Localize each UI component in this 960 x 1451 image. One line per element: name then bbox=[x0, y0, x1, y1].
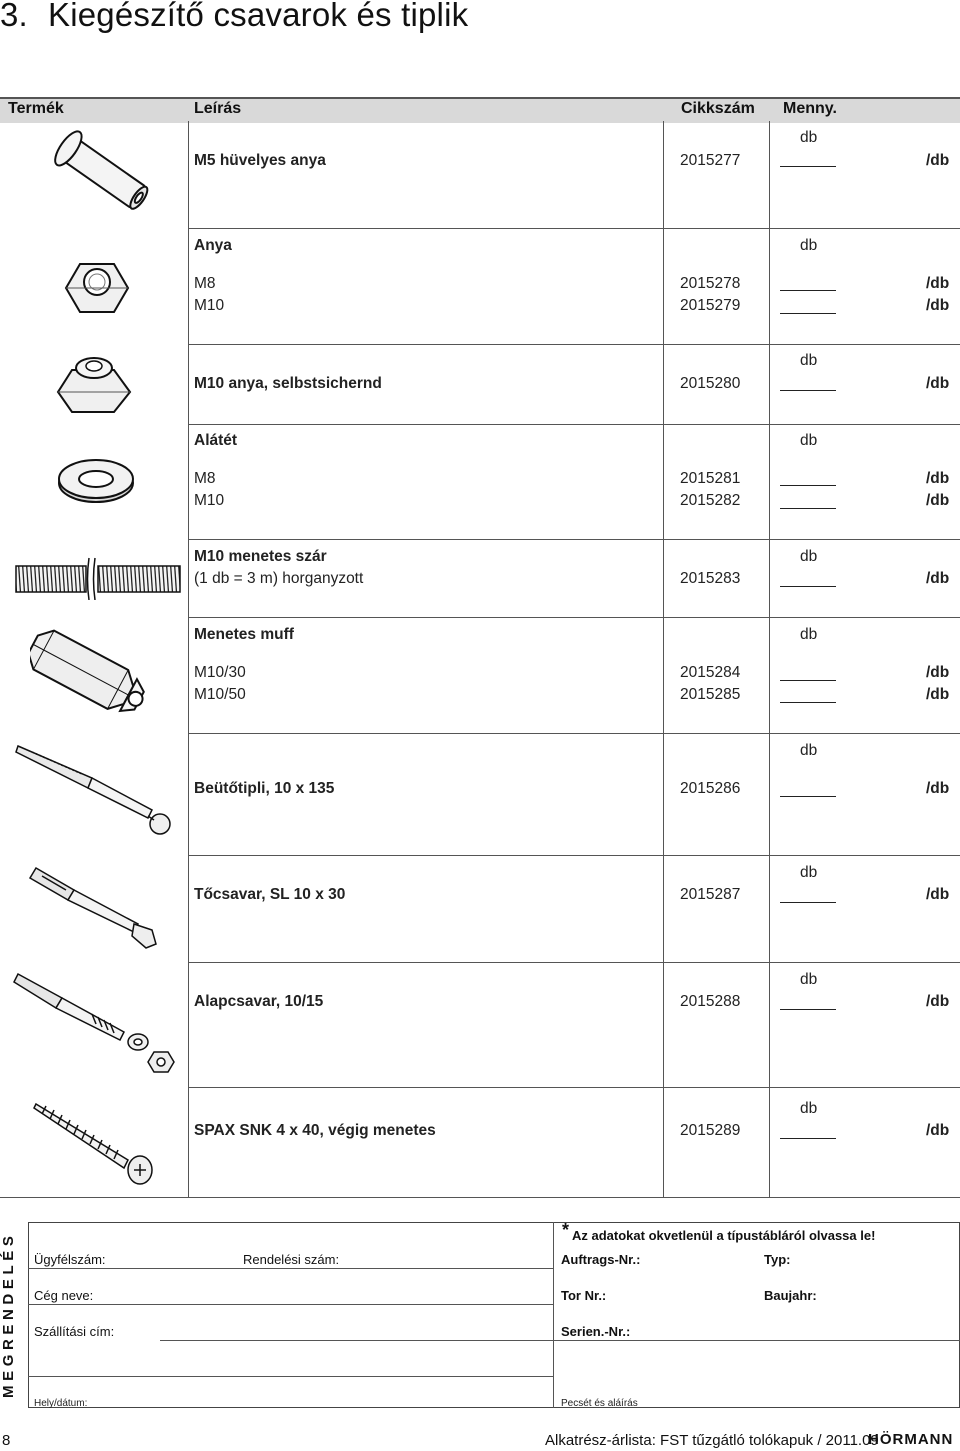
per-db-label: /db bbox=[926, 275, 950, 292]
row-divider bbox=[188, 733, 960, 734]
header-description: Leírás bbox=[194, 100, 242, 117]
db-label: db bbox=[800, 129, 818, 146]
quantity-field[interactable] bbox=[780, 1009, 836, 1010]
per-db-label: /db bbox=[926, 993, 950, 1010]
variant-label: M10/30 bbox=[194, 664, 246, 681]
section-title: Kiegészítő csavarok és tiplik bbox=[48, 0, 469, 33]
coupling-nut-icon bbox=[30, 625, 160, 730]
row-divider bbox=[188, 344, 960, 345]
order-form-line bbox=[28, 1304, 553, 1305]
per-db-label: /db bbox=[926, 570, 950, 587]
hammer-plug-icon bbox=[12, 738, 182, 853]
serien-nr-field[interactable]: Serien.-Nr.: bbox=[561, 1324, 631, 1339]
article-number: 2015285 bbox=[680, 686, 741, 703]
quantity-field[interactable] bbox=[780, 313, 836, 314]
quantity-field[interactable] bbox=[780, 680, 836, 681]
row-divider bbox=[188, 424, 960, 425]
nameplate-note: Az adatokat okvetlenül a típustábláról olvassa le! bbox=[572, 1228, 876, 1243]
variant-label: M10/50 bbox=[194, 686, 246, 703]
per-db-label: /db bbox=[926, 297, 950, 314]
lock-nut-icon bbox=[54, 350, 134, 421]
hex-nut-icon bbox=[62, 258, 132, 323]
customer-number-field[interactable]: Ügyfélszám: bbox=[34, 1252, 106, 1267]
typ-field[interactable]: Typ: bbox=[764, 1252, 791, 1267]
article-number: 2015277 bbox=[680, 152, 741, 169]
db-label: db bbox=[800, 352, 818, 369]
per-db-label: /db bbox=[926, 152, 950, 169]
order-form-side-label: MEGRENDELÉS bbox=[0, 1231, 17, 1399]
product-title: Tőcsavar, SL 10 x 30 bbox=[194, 886, 346, 903]
article-number: 2015286 bbox=[680, 780, 741, 797]
product-title: Menetes muff bbox=[194, 626, 294, 643]
tor-nr-field[interactable]: Tor Nr.: bbox=[561, 1288, 607, 1303]
page-number: 8 bbox=[2, 1432, 11, 1449]
product-subtitle: (1 db = 3 m) horganyzott bbox=[194, 570, 364, 587]
per-db-label: /db bbox=[926, 664, 950, 681]
product-title: SPAX SNK 4 x 40, végig menetes bbox=[194, 1122, 436, 1139]
sleeve-nut-icon bbox=[40, 128, 160, 223]
column-divider-description bbox=[663, 121, 664, 1198]
auftrags-nr-field[interactable]: Auftrags-Nr.: bbox=[561, 1252, 641, 1267]
db-label: db bbox=[800, 1100, 818, 1117]
column-divider-article bbox=[769, 121, 770, 1198]
quantity-field[interactable] bbox=[780, 796, 836, 797]
document-title: Alkatrész-árlista: FST tűzgátló tolókapuk / 2011.09 bbox=[545, 1432, 879, 1449]
variant-label: M10 bbox=[194, 297, 225, 314]
column-divider-product bbox=[188, 121, 189, 1198]
product-title: Beütőtipli, 10 x 135 bbox=[194, 780, 335, 797]
header-article: Cikkszám bbox=[681, 100, 755, 117]
quantity-field[interactable] bbox=[780, 485, 836, 486]
quantity-field[interactable] bbox=[780, 290, 836, 291]
product-title: Alapcsavar, 10/15 bbox=[194, 993, 324, 1010]
quantity-field[interactable] bbox=[780, 1138, 836, 1139]
baujahr-field[interactable]: Baujahr: bbox=[764, 1288, 817, 1303]
row-divider bbox=[188, 855, 960, 856]
section-number: 3. bbox=[0, 0, 28, 33]
per-db-label: /db bbox=[926, 492, 950, 509]
per-db-label: /db bbox=[926, 686, 950, 703]
order-form-line bbox=[28, 1268, 553, 1269]
article-number: 2015289 bbox=[680, 1122, 741, 1139]
product-title: M5 hüvelyes anya bbox=[194, 152, 326, 169]
article-number: 2015280 bbox=[680, 375, 741, 392]
article-number: 2015287 bbox=[680, 886, 741, 903]
place-date-field[interactable]: Hely/dátum: bbox=[34, 1398, 88, 1409]
product-title: M10 anya, selbstsichernd bbox=[194, 375, 382, 392]
note-star: * bbox=[562, 1220, 570, 1240]
article-number: 2015283 bbox=[680, 570, 741, 587]
threaded-rod-icon bbox=[14, 556, 182, 605]
row-divider bbox=[188, 539, 960, 540]
per-db-label: /db bbox=[926, 375, 950, 392]
row-divider bbox=[188, 1087, 960, 1088]
delivery-address-field[interactable]: Szállítási cím: bbox=[34, 1324, 115, 1339]
header-quantity: Menny. bbox=[783, 100, 837, 117]
stamp-signature-field[interactable]: Pecsét és aláírás bbox=[561, 1398, 638, 1409]
address-line bbox=[160, 1340, 553, 1341]
row-divider bbox=[188, 617, 960, 618]
quantity-field[interactable] bbox=[780, 508, 836, 509]
article-number: 2015278 bbox=[680, 275, 741, 292]
quantity-field[interactable] bbox=[780, 902, 836, 903]
product-title: M10 menetes szár bbox=[194, 548, 327, 565]
per-db-label: /db bbox=[926, 780, 950, 797]
db-label: db bbox=[800, 432, 818, 449]
variant-label: M8 bbox=[194, 275, 216, 292]
db-label: db bbox=[800, 237, 818, 254]
quantity-field[interactable] bbox=[780, 390, 836, 391]
article-number: 2015282 bbox=[680, 492, 741, 509]
header-product: Termék bbox=[8, 100, 64, 117]
page-title bbox=[0, 0, 468, 34]
variant-label: M10 bbox=[194, 492, 225, 509]
article-number: 2015279 bbox=[680, 297, 741, 314]
article-number: 2015281 bbox=[680, 470, 741, 487]
quantity-field[interactable] bbox=[780, 702, 836, 703]
order-number-field[interactable]: Rendelési szám: bbox=[243, 1252, 340, 1267]
per-db-label: /db bbox=[926, 1122, 950, 1139]
quantity-field[interactable] bbox=[780, 166, 836, 167]
article-number: 2015284 bbox=[680, 664, 741, 681]
hormann-logo: HÖRMANN bbox=[868, 1431, 954, 1448]
product-title: Alátét bbox=[194, 432, 238, 449]
order-form-line bbox=[28, 1376, 553, 1377]
row-divider bbox=[188, 228, 960, 229]
company-name-field[interactable]: Cég neve: bbox=[34, 1288, 94, 1303]
article-number: 2015288 bbox=[680, 993, 741, 1010]
db-label: db bbox=[800, 626, 818, 643]
order-form bbox=[28, 1222, 960, 1408]
db-label: db bbox=[800, 864, 818, 881]
variant-label: M8 bbox=[194, 470, 216, 487]
db-label: db bbox=[800, 971, 818, 988]
db-label: db bbox=[800, 548, 818, 565]
sleeve-anchor-icon bbox=[28, 862, 168, 962]
order-form-divider bbox=[553, 1222, 554, 1408]
anchor-bolt-icon bbox=[12, 968, 182, 1088]
wood-screw-icon bbox=[32, 1098, 162, 1198]
quantity-field[interactable] bbox=[780, 586, 836, 587]
per-db-label: /db bbox=[926, 470, 950, 487]
db-label: db bbox=[800, 742, 818, 759]
per-db-label: /db bbox=[926, 886, 950, 903]
product-title: Anya bbox=[194, 237, 232, 254]
order-form-line bbox=[553, 1340, 960, 1341]
washer-icon bbox=[56, 455, 136, 510]
row-divider bbox=[188, 962, 960, 963]
